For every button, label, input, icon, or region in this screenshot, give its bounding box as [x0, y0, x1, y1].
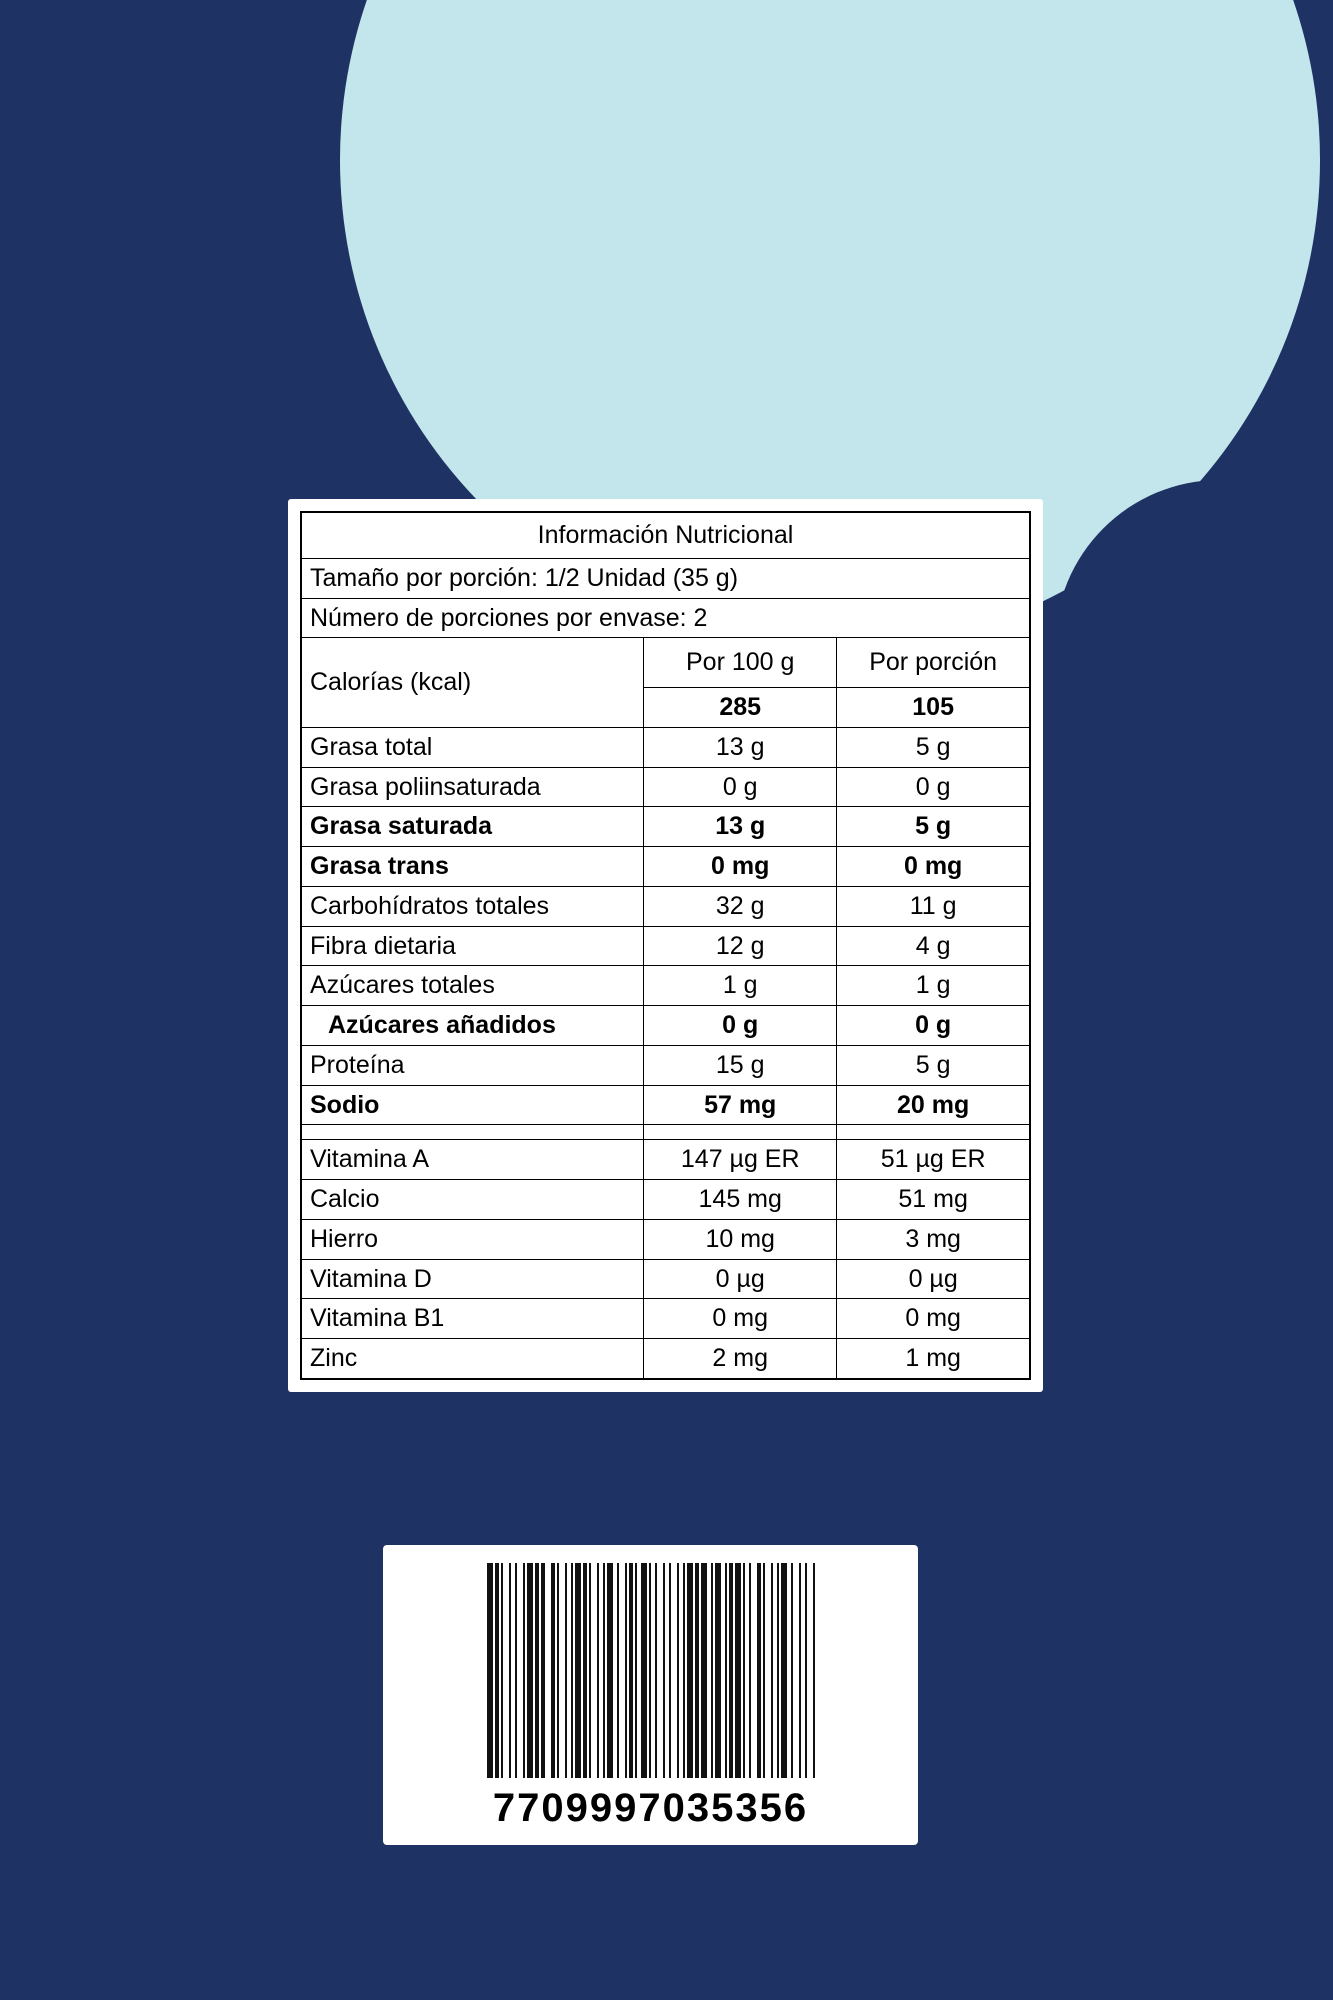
nutrient-per-serving: 1 g [837, 966, 1030, 1006]
barcode-number: 7709997035356 [492, 1786, 809, 1830]
table-row [301, 1219, 1030, 1259]
micronutrient-label: Calcio [301, 1180, 644, 1220]
nutrient-per-100g: 0 g [644, 1006, 837, 1046]
micronutrient-label: Vitamina A [301, 1140, 644, 1180]
nutrient-label: Proteína [301, 1045, 644, 1085]
micronutrient-label: Vitamina B1 [301, 1299, 644, 1339]
table-row [301, 926, 1030, 966]
nutrient-label: Sodio [301, 1085, 644, 1125]
table-row [301, 1085, 1030, 1125]
nutrient-per-100g: 32 g [644, 886, 837, 926]
nutrient-per-serving: 0 g [837, 767, 1030, 807]
nutrient-per-serving: 5 g [837, 727, 1030, 767]
header-per-100g: Por 100 g [644, 638, 837, 688]
table-row [301, 886, 1030, 926]
nutrient-per-serving: 5 g [837, 807, 1030, 847]
nutrient-label: Azúcares totales [301, 966, 644, 1006]
nutrient-per-serving: 0 g [837, 1006, 1030, 1046]
micronutrient-per-100g: 0 mg [644, 1299, 837, 1339]
table-row-serving-size [301, 558, 1030, 598]
micronutrient-label: Zinc [301, 1339, 644, 1379]
table-row-title [301, 512, 1030, 558]
micronutrient-per-serving: 1 mg [837, 1339, 1030, 1379]
table-row [301, 1180, 1030, 1220]
nutrient-per-100g: 15 g [644, 1045, 837, 1085]
table-row [301, 807, 1030, 847]
table-row [301, 1140, 1030, 1180]
table-row-spacer [301, 1125, 1030, 1140]
micronutrient-per-serving: 51 mg [837, 1180, 1030, 1220]
nutrient-per-serving: 0 mg [837, 847, 1030, 887]
table-row [301, 966, 1030, 1006]
nutrient-label: Grasa poliinsaturada [301, 767, 644, 807]
serving-size: Tamaño por porción: 1/2 Unidad (35 g) [301, 558, 1030, 598]
calories-label: Calorías (kcal) [301, 638, 644, 728]
nutrient-per-100g: 57 mg [644, 1085, 837, 1125]
table-row-column-headers [301, 638, 1030, 688]
micronutrient-per-100g: 10 mg [644, 1219, 837, 1259]
nutrient-label: Grasa trans [301, 847, 644, 887]
nutrition-table [300, 511, 1031, 1380]
table-row [301, 1339, 1030, 1379]
nutrient-label: Grasa total [301, 727, 644, 767]
nutrient-per-100g: 13 g [644, 727, 837, 767]
micronutrient-label: Vitamina D [301, 1259, 644, 1299]
table-row [301, 727, 1030, 767]
barcode [383, 1545, 918, 1845]
nutrient-label: Fibra dietaria [301, 926, 644, 966]
nutrient-label: Carbohídratos totales [301, 886, 644, 926]
nutrition-table-body [301, 512, 1030, 1379]
nutrient-per-100g: 13 g [644, 807, 837, 847]
table-row [301, 1259, 1030, 1299]
table-row [301, 1045, 1030, 1085]
table-row-servings-per-container [301, 598, 1030, 638]
nutrient-per-100g: 0 mg [644, 847, 837, 887]
micronutrient-per-100g: 147 µg ER [644, 1140, 837, 1180]
nutrient-label: Azúcares añadidos [301, 1006, 644, 1046]
nutrient-per-100g: 0 g [644, 767, 837, 807]
nutrient-per-serving: 11 g [837, 886, 1030, 926]
nutrient-per-100g: 12 g [644, 926, 837, 966]
micronutrient-per-100g: 2 mg [644, 1339, 837, 1379]
table-row [301, 767, 1030, 807]
micronutrient-label: Hierro [301, 1219, 644, 1259]
micronutrient-per-100g: 0 µg [644, 1259, 837, 1299]
calories-per-serving: 105 [837, 688, 1030, 728]
nutrient-per-serving: 20 mg [837, 1085, 1030, 1125]
servings-per-container: Número de porciones por envase: 2 [301, 598, 1030, 638]
micronutrient-per-100g: 145 mg [644, 1180, 837, 1220]
nutrient-per-serving: 5 g [837, 1045, 1030, 1085]
nutrient-per-serving: 4 g [837, 926, 1030, 966]
micronutrient-per-serving: 51 µg ER [837, 1140, 1030, 1180]
nutrition-facts-panel [288, 499, 1043, 1392]
calories-per-100g: 285 [644, 688, 837, 728]
nutrient-per-100g: 1 g [644, 966, 837, 1006]
header-per-serving: Por porción [837, 638, 1030, 688]
micronutrient-per-serving: 0 mg [837, 1299, 1030, 1339]
table-row [301, 847, 1030, 887]
nutrient-label: Grasa saturada [301, 807, 644, 847]
barcode-bars [405, 1563, 896, 1778]
table-row [301, 1299, 1030, 1339]
table-row [301, 1006, 1030, 1046]
micronutrient-per-serving: 0 µg [837, 1259, 1030, 1299]
micronutrient-per-serving: 3 mg [837, 1219, 1030, 1259]
panel-title: Información Nutricional [301, 512, 1030, 558]
